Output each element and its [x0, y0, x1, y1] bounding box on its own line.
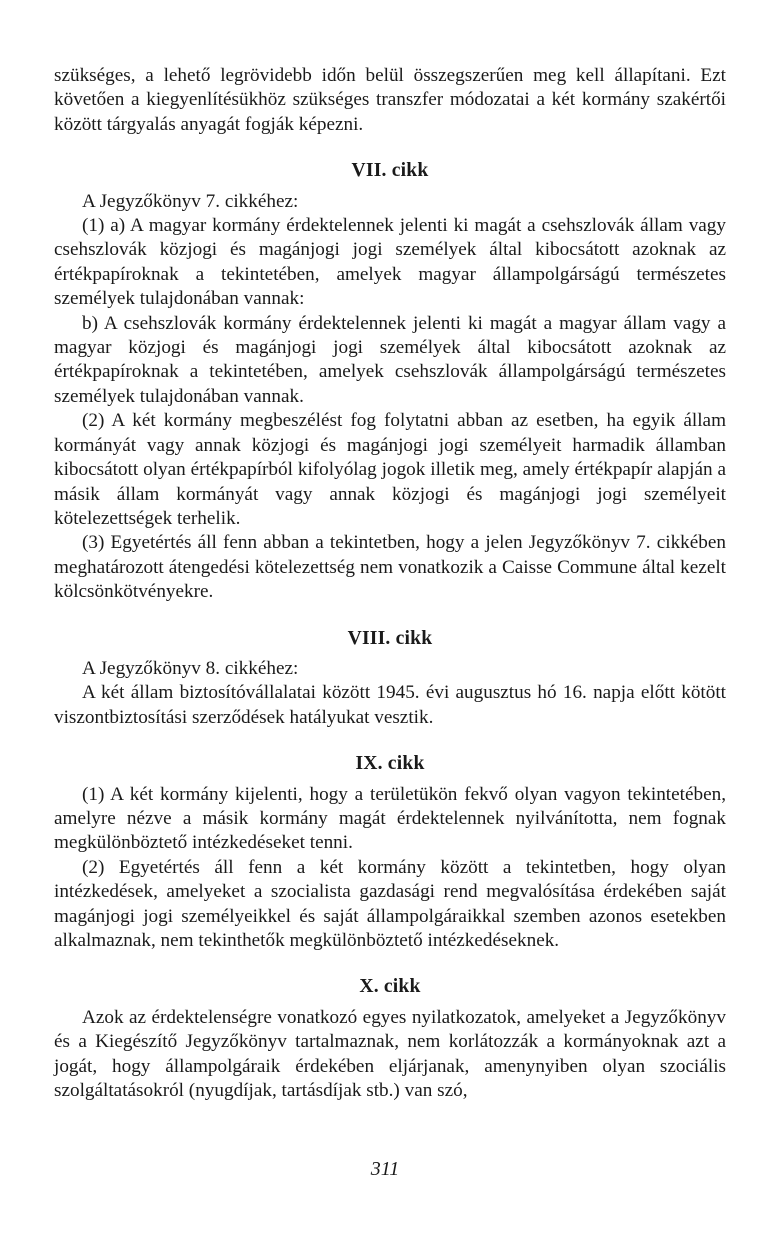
- paragraph: (1) A két kormány kijelenti, hogy a területükön fekvő olyan vagyon tekintetében, amelyre nézve a másik kormány magát érdektelennek nyilvánította, nem fognak megkülönböztető intézkedéseket tenni.: [54, 783, 726, 854]
- paragraph: (1) a) A magyar kormány érdektelennek jelenti ki magát a csehszlovák állam vagy csehszlovák közjogi és magánjogi jogi személyek által kibocsátott azoknak az értékpapíroknak a tekintetében, amelyek magyar állampolgárságú természetes személyek tulajdonában vannak:: [54, 215, 726, 310]
- paragraph: A két állam biztosítóvállalatai között 1945. évi augusztus hó 16. napja előtt kötött viszontbiztosítási szerződések hatályukat vesztik.: [54, 682, 726, 728]
- section-heading-vii: VII. cikk: [351, 160, 429, 182]
- paragraph: (2) Egyetértés áll fenn a két kormány között a tekintetben, hogy olyan intézkedések, amelyeket a szocialista gazdasági rend megvalósítása érdekében saját magánjogi jogi személyeikkel és saját állampolgáraikkal szemben azonos esetekben alkalmaznak, nem tekinthetők megkülönböztető intézkedéseknek.: [54, 856, 726, 951]
- section-subheading-viii: A Jegyzőkönyv 8. cikkéhez:: [82, 657, 299, 679]
- paragraph: Azok az érdektelenségre vonatkozó egyes nyilatkozatok, amelyeket a Jegyzőkönyv és a Kiegészítő Jegyzőkönyv tartalmaznak, nem korlátozzák a kormányoknak azt a jogát, hogy állampolgáraik érdekében eljárjanak, amenynyiben olyan szociális szolgáltatásokról (nyugdíjak, tartásdíjak stb.) van szó,: [54, 1006, 726, 1102]
- paragraph: (2) A két kormány megbeszélést fog folytatni abban az esetben, ha egyik állam kormányát vagy annak közjogi és magánjogi jogi személyeit harmadik államban kibocsátott olyan értékpapírból kifolyólag jogok illetik meg, amely értékpapír alapján a másik állam kormányát vagy annak közjogi és magánjogi jogi személyeit kötelezettségek terhelik.: [54, 410, 726, 529]
- section-heading-viii: VIII. cikk: [347, 627, 433, 649]
- section-subheading-vii: A Jegyzőkönyv 7. cikkéhez:: [82, 190, 299, 212]
- paragraph: (3) Egyetértés áll fenn abban a tekintetben, hogy a jelen Jegyzőkönyv 7. cikkében meghatározott átengedési kötelezettség nem vonatkozik a Caisse Commune által kezelt kölcsönkötvényekre.: [54, 532, 726, 603]
- document-page: [54, 64, 726, 1103]
- section-heading-ix: IX. cikk: [355, 753, 425, 775]
- page-number: 311: [370, 1158, 400, 1180]
- section-heading-x: X. cikk: [359, 976, 421, 998]
- paragraph: b) A csehszlovák kormány érdektelennek jelenti ki magát a magyar állam vagy a magyar közjogi és magánjogi jogi személyek által kibocsátott azoknak az értékpapíroknak a tekintetében, amelyek csehszlovák állampolgárságú természetes személyek tulajdonában vannak.: [54, 312, 726, 407]
- intro-paragraph: szükséges, a lehető legrövidebb időn belül összegszerűen meg kell állapítani. Ezt követően a kiegyenlítésükhöz szükséges transzfer módozatai a két kormány szakértői között tárgyalás anyagát fogják képezni.: [54, 65, 726, 135]
